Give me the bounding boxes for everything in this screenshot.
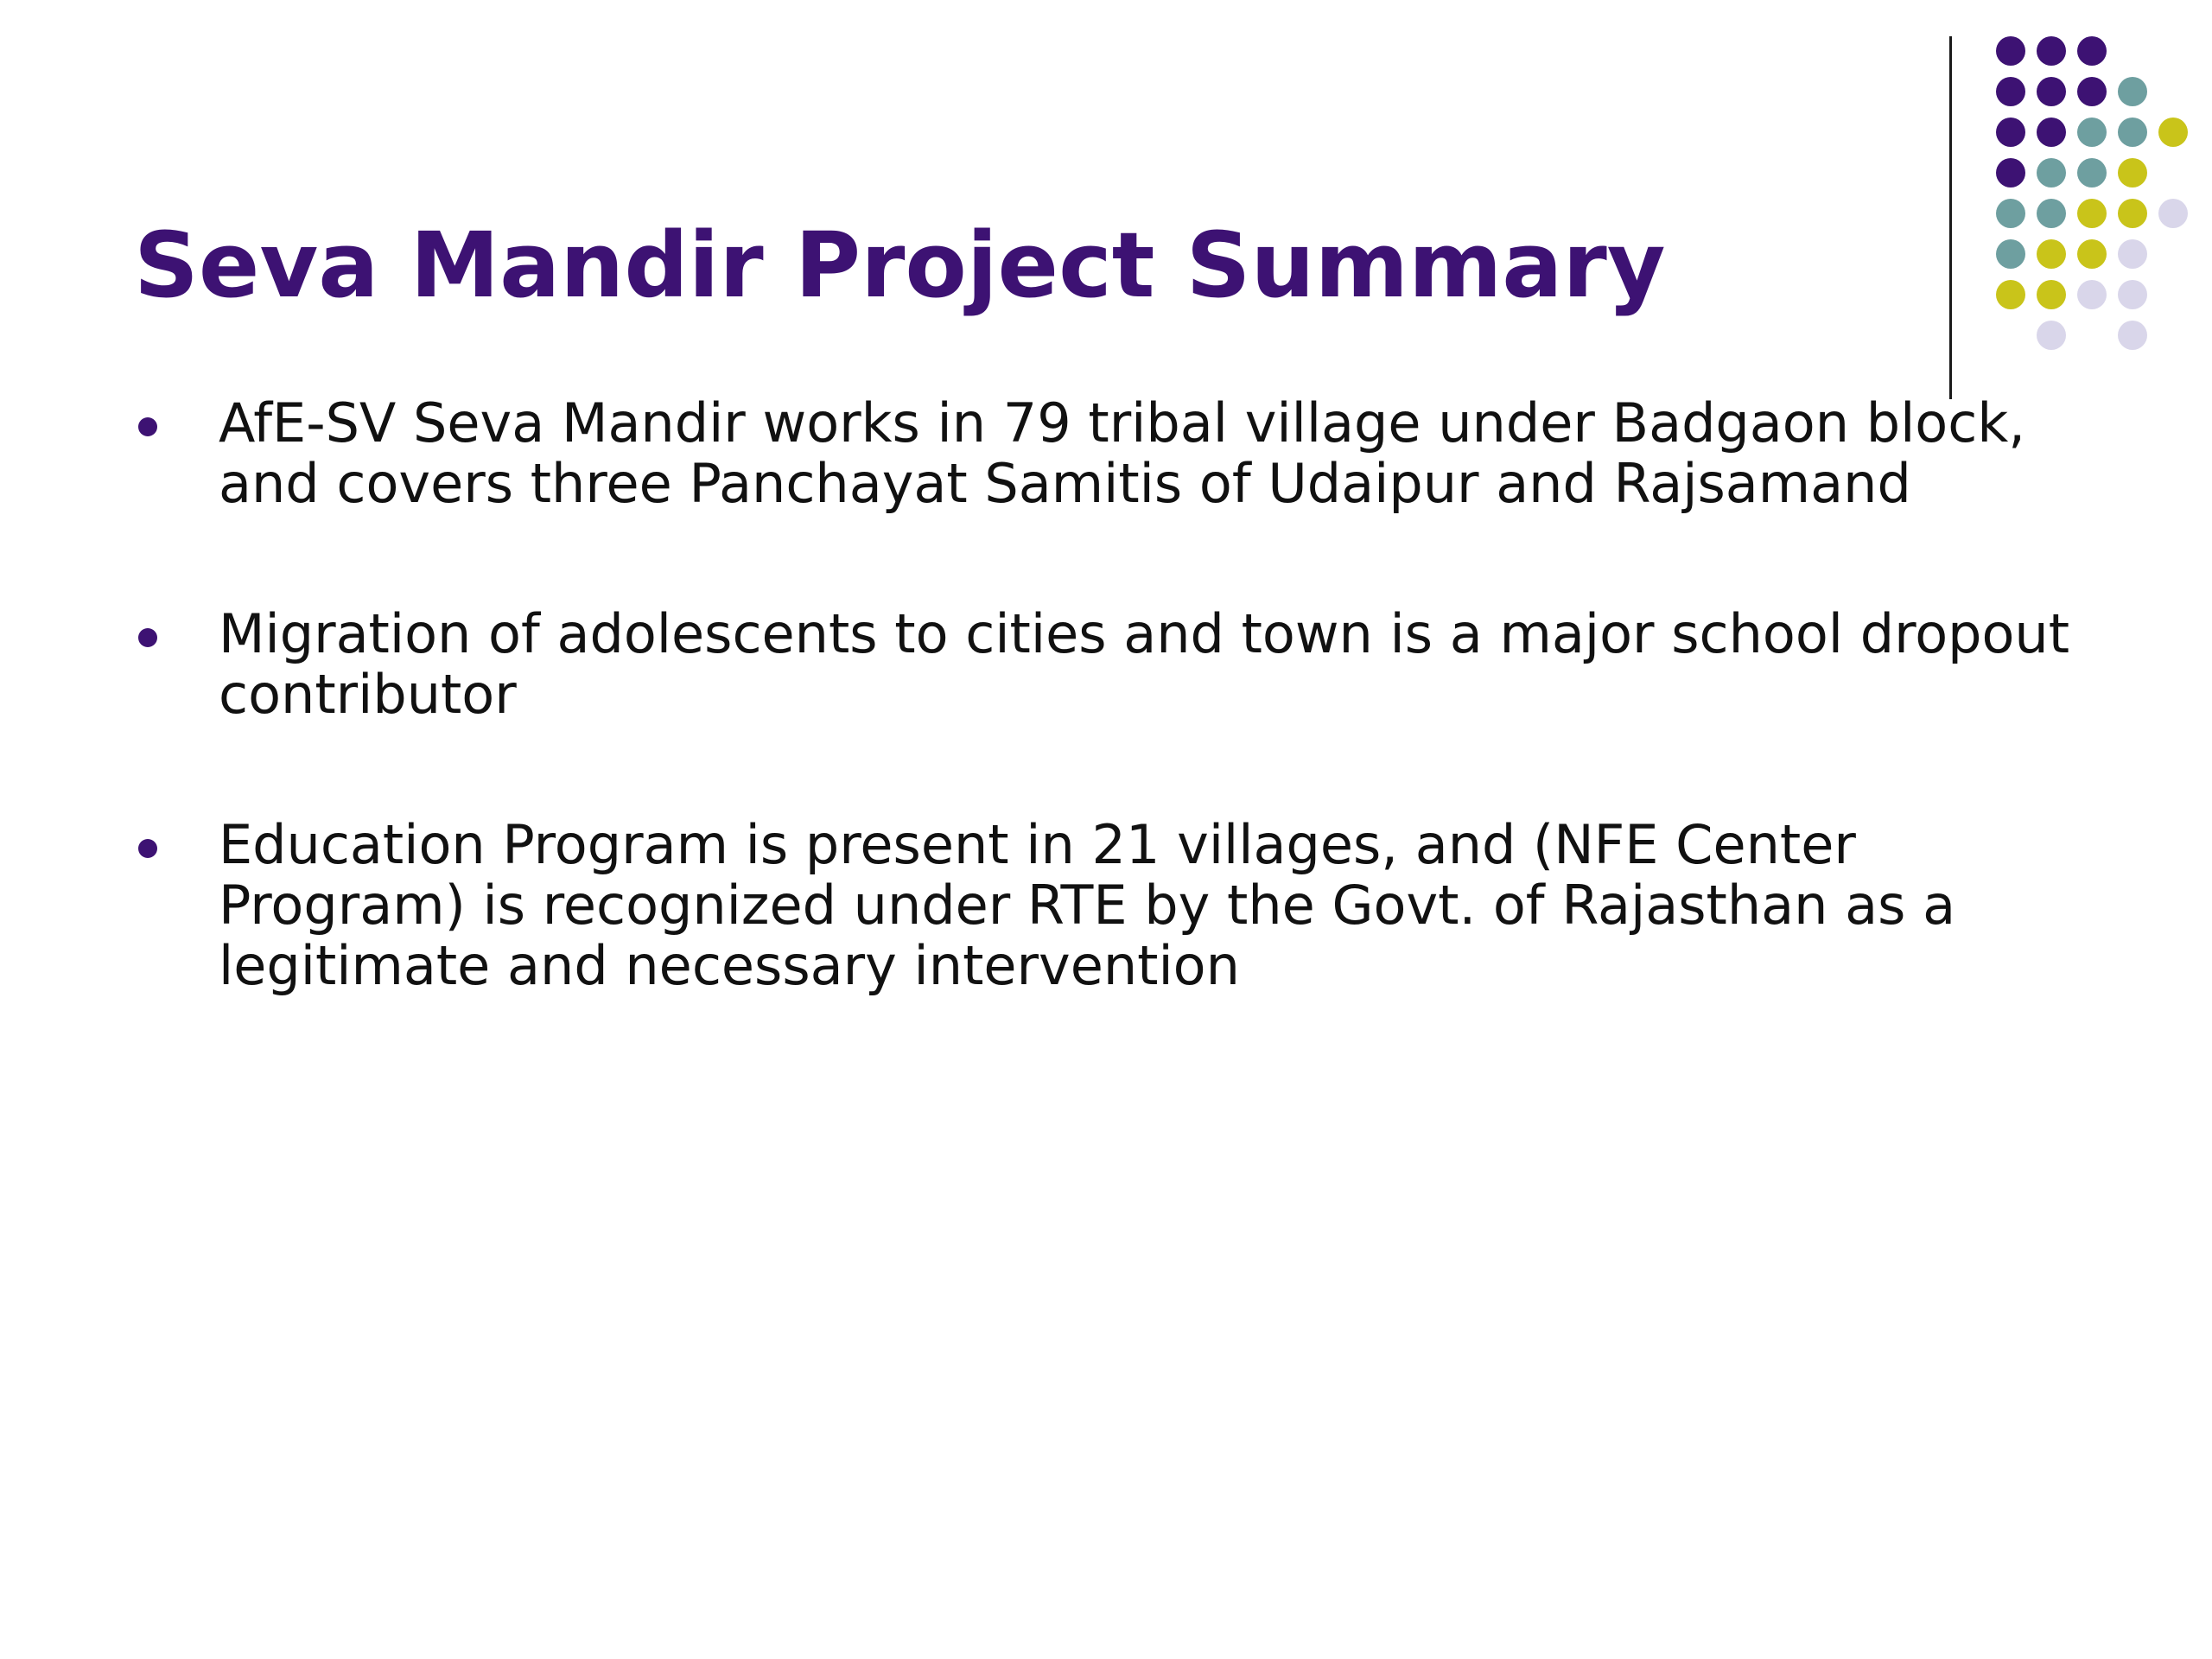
dot <box>1996 199 2025 228</box>
dot <box>2118 280 2147 309</box>
bullet-text: Migration of adolescents to cities and town is a major school dropout contributor <box>219 602 2070 726</box>
dot <box>2118 77 2147 106</box>
bullet-item <box>138 815 2091 996</box>
dot <box>1996 158 2025 188</box>
dot <box>2077 199 2107 228</box>
dot <box>1996 280 2025 309</box>
dot <box>2077 118 2107 147</box>
dot <box>2118 118 2147 147</box>
bullet-icon <box>138 839 157 858</box>
dot <box>2158 199 2188 228</box>
divider-line <box>1949 36 1952 399</box>
dot <box>2037 118 2066 147</box>
bullet-text: AfE-SV Seva Mandir works in 79 tribal village under Badgaon block, and covers three Panchayat Samitis of Udaipur and Rajsamand <box>219 391 2025 515</box>
bullet-item <box>138 393 2091 514</box>
decorative-dot-grid <box>1996 36 2212 365</box>
bullet-text: Education Program is present in 21 villages, and (NFE Center Program) is recognized under RTE by the Govt. of Rajasthan as a legitimate and necessary intervention <box>219 813 1956 997</box>
dot <box>2118 158 2147 188</box>
dot <box>2158 118 2188 147</box>
dot <box>2037 77 2066 106</box>
dot <box>2077 158 2107 188</box>
dot <box>2077 280 2107 309</box>
dot <box>2077 239 2107 269</box>
bullet-icon <box>138 628 157 647</box>
dot <box>2037 239 2066 269</box>
dot <box>1996 36 2025 66</box>
dot <box>2037 321 2066 350</box>
dot <box>1996 118 2025 147</box>
bullet-icon <box>138 417 157 436</box>
dot <box>2037 158 2066 188</box>
dot <box>2118 199 2147 228</box>
dot <box>2037 199 2066 228</box>
dot <box>1996 239 2025 269</box>
dot <box>2118 239 2147 269</box>
slide-title: Seva Mandir Project Summary <box>134 213 1666 318</box>
dot <box>2077 36 2107 66</box>
dot <box>2077 77 2107 106</box>
dot <box>2037 280 2066 309</box>
bullet-list <box>138 393 2091 1086</box>
dot <box>2118 321 2147 350</box>
bullet-item <box>138 604 2091 725</box>
dot <box>1996 77 2025 106</box>
dot <box>2037 36 2066 66</box>
